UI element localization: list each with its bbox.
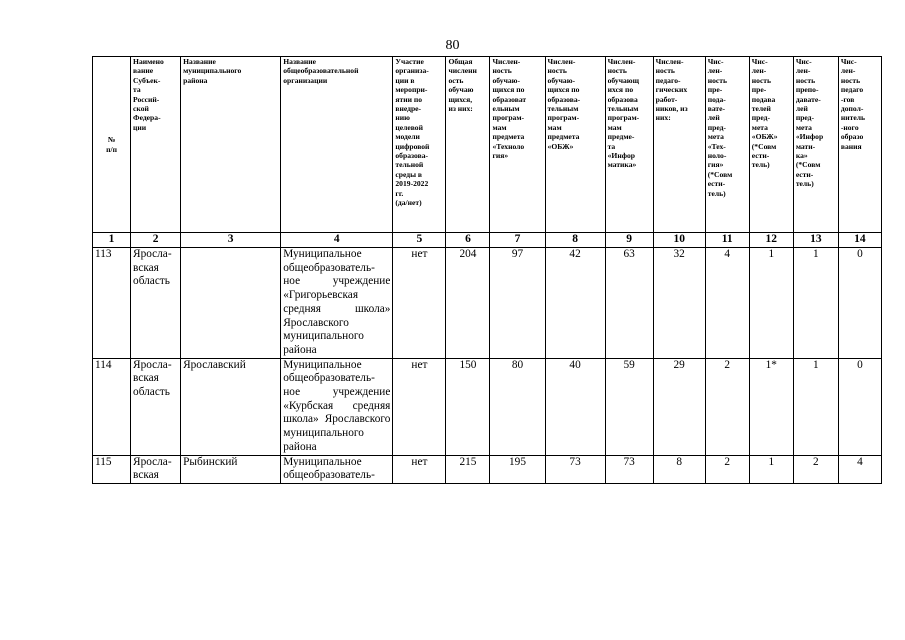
organization-cell: Муниципальное общеобразователь-ное учреждение «Григорьевская средняя школа» Ярославского муниципального района xyxy=(281,248,393,359)
info-teachers-cell: 1 xyxy=(793,358,838,455)
obzh-students-cell: 40 xyxy=(545,358,605,455)
header-cell-num: № п/п xyxy=(93,57,131,233)
column-number: 5 xyxy=(393,233,446,248)
row-number: 113 xyxy=(93,248,131,359)
column-number: 3 xyxy=(181,233,281,248)
column-number: 7 xyxy=(490,233,545,248)
participation-cell: нет xyxy=(393,455,446,483)
subject-cell: Яросла- вская xyxy=(131,455,181,483)
addl-teachers-cell: 0 xyxy=(838,248,881,359)
column-number: 14 xyxy=(838,233,881,248)
table-row xyxy=(93,358,882,455)
addl-teachers-cell: 4 xyxy=(838,455,881,483)
header-cell-obzh-students: Числен- ность обучаю- щихся по образова- тельным програм- мам предмета «ОБЖ» xyxy=(545,57,605,233)
obzh-teachers-cell: 1* xyxy=(749,358,793,455)
tech-students-cell: 80 xyxy=(490,358,545,455)
organization-cell: Муниципальное общеобразователь-ное учреждение «Курбская средняя школа» Ярославского муниципального района xyxy=(281,358,393,455)
header-cell-organization: Название общеобразовательной организации xyxy=(281,57,393,233)
obzh-teachers-cell: 1 xyxy=(749,248,793,359)
column-number: 9 xyxy=(605,233,653,248)
school-data-table xyxy=(92,56,882,484)
addl-teachers-cell: 0 xyxy=(838,358,881,455)
district-cell: Ярославский xyxy=(181,358,281,455)
header-cell-total-students: Общая численн ость обучаю щихся, из них: xyxy=(446,57,490,233)
tech-students-cell: 195 xyxy=(490,455,545,483)
organization-cell: Муниципальное общеобразователь- xyxy=(281,455,393,483)
column-number-row xyxy=(93,233,882,248)
district-cell xyxy=(181,248,281,359)
total-students-cell: 150 xyxy=(446,358,490,455)
column-number: 10 xyxy=(653,233,705,248)
header-cell-obzh-teachers: Чис- лен- ность пре- подава телей пред- мета «ОБЖ» (*Совм ести- тель) xyxy=(749,57,793,233)
header-cell-addl-teachers: Чис- лен- ность педаго -гов допол- нитель -ного образо вания xyxy=(838,57,881,233)
tech-teachers-cell: 2 xyxy=(705,358,749,455)
tech-teachers-cell: 4 xyxy=(705,248,749,359)
header-cell-subject: Наимено вание Субъек- та Россий- ской Федера- ции xyxy=(131,57,181,233)
row-number: 115 xyxy=(93,455,131,483)
column-number: 13 xyxy=(793,233,838,248)
obzh-teachers-cell: 1 xyxy=(749,455,793,483)
info-teachers-cell: 1 xyxy=(793,248,838,359)
header-cell-participation: Участие организа- ции в меропри- ятии по внедре- нию целевой модели цифровой образова- тельной среды в 2019-2022 гг. (да/нет) xyxy=(393,57,446,233)
column-number: 4 xyxy=(281,233,393,248)
info-students-cell: 73 xyxy=(605,455,653,483)
teachers-total-cell: 29 xyxy=(653,358,705,455)
tech-teachers-cell: 2 xyxy=(705,455,749,483)
header-cell-district: Название муниципального района xyxy=(181,57,281,233)
column-number: 8 xyxy=(545,233,605,248)
total-students-cell: 204 xyxy=(446,248,490,359)
participation-cell: нет xyxy=(393,248,446,359)
tech-students-cell: 97 xyxy=(490,248,545,359)
teachers-total-cell: 8 xyxy=(653,455,705,483)
header-cell-info-teachers: Чис- лен- ность препо- давате- лей пред- мета «Инфор мати- ка» (*Совм ести- тель) xyxy=(793,57,838,233)
header-cell-tech-students: Числен- ность обучаю- щихся по образоват ельным програм- мам предмета «Техноло гия» xyxy=(490,57,545,233)
participation-cell: нет xyxy=(393,358,446,455)
subject-cell: Яросла- вская область xyxy=(131,358,181,455)
header-row xyxy=(93,57,882,233)
header-cell-tech-teachers: Чис- лен- ность пре- пода- вате- лей пред- мета «Тех- ноло- гия» (*Совм ести- тель) xyxy=(705,57,749,233)
column-number: 12 xyxy=(749,233,793,248)
obzh-students-cell: 42 xyxy=(545,248,605,359)
column-number: 2 xyxy=(131,233,181,248)
column-number: 1 xyxy=(93,233,131,248)
subject-cell: Яросла- вская область xyxy=(131,248,181,359)
column-number: 6 xyxy=(446,233,490,248)
table-row xyxy=(93,248,882,359)
row-number: 114 xyxy=(93,358,131,455)
table-row xyxy=(93,455,882,483)
column-number: 11 xyxy=(705,233,749,248)
info-teachers-cell: 2 xyxy=(793,455,838,483)
district-cell: Рыбинский xyxy=(181,455,281,483)
page-number: 80 xyxy=(445,38,460,53)
info-students-cell: 63 xyxy=(605,248,653,359)
obzh-students-cell: 73 xyxy=(545,455,605,483)
header-cell-info-students: Числен- ность обучающ ихся по образова тельным програм- мам предме- та «Инфор матика» xyxy=(605,57,653,233)
teachers-total-cell: 32 xyxy=(653,248,705,359)
total-students-cell: 215 xyxy=(446,455,490,483)
header-cell-teachers-total: Числен- ность педаго- гических работ- ников, из них: xyxy=(653,57,705,233)
info-students-cell: 59 xyxy=(605,358,653,455)
